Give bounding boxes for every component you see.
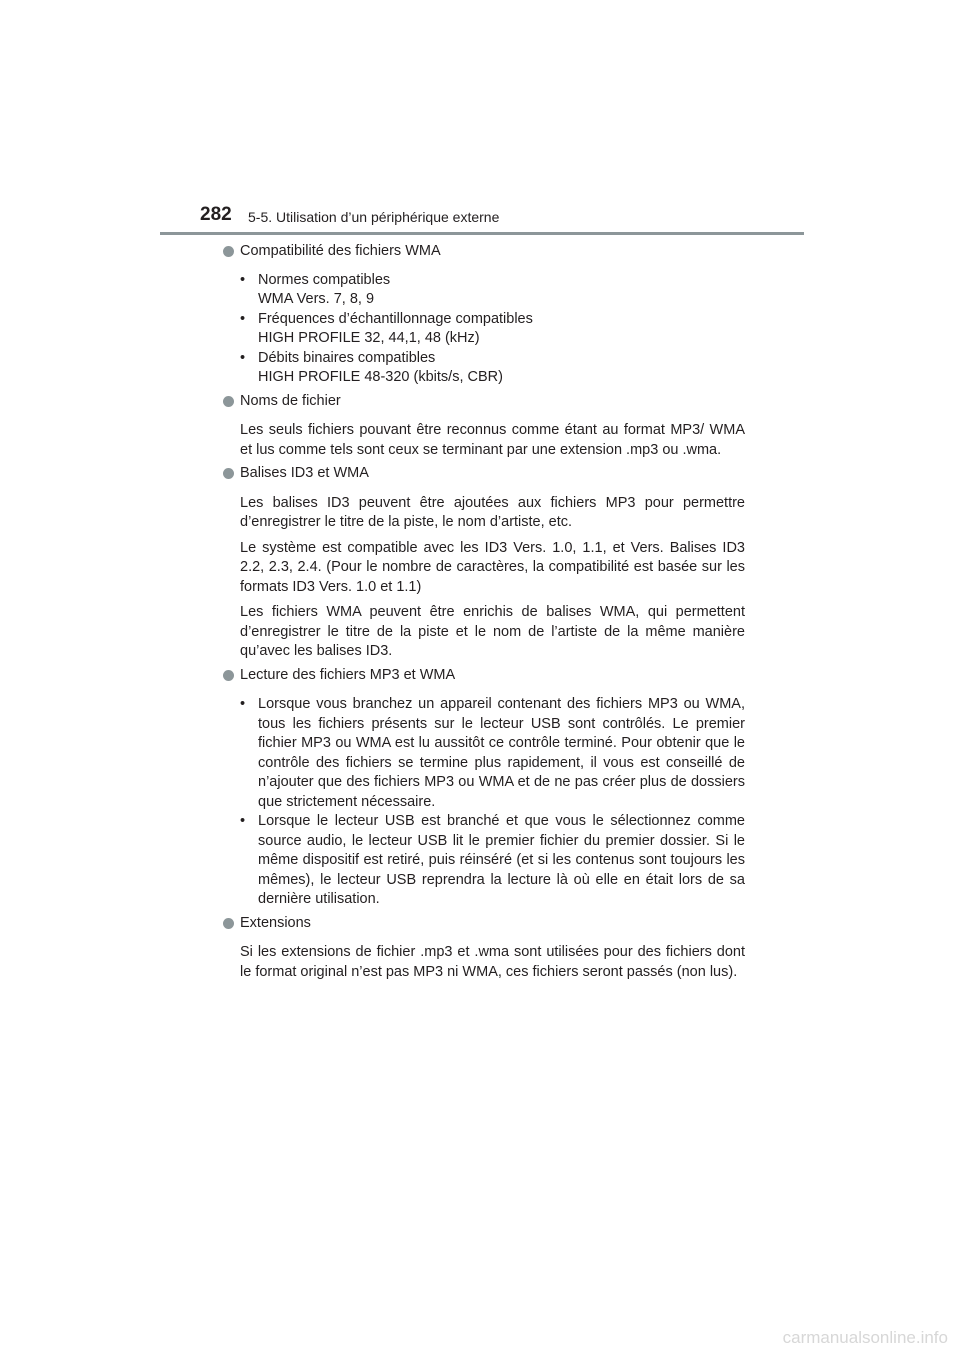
spec-label: Normes compatibles	[258, 271, 391, 288]
bullet-dot-icon: •	[240, 310, 246, 327]
section-heading-text: Extensions	[240, 914, 311, 931]
section-heading-text: Balises ID3 et WMA	[240, 465, 369, 481]
list-item	[240, 310, 745, 349]
paragraph: Les balises ID3 peuvent être ajoutées aux fichiers MP3 pour permettre d’enregistrer le titre de la piste, le nom d’artiste, etc.	[240, 494, 745, 530]
spec-value: HIGH PROFILE 32, 44,1, 48 (kHz)	[258, 330, 480, 346]
spec-value: WMA Vers. 7, 8, 9	[258, 291, 375, 307]
spec-label: Débits binaires compatibles	[258, 349, 436, 366]
section-wma-compatibility	[222, 242, 745, 388]
list-item-text: Lorsque vous branchez un appareil contenant des fichiers MP3 ou WMA, tous les fichiers présents sur le lecteur USB sont contrôlés. Le premier fichier MP3 ou WMA est lu aussitôt ce contrôle terminé. Pour obtenir que le contrôle des fichiers se termine plus rapidement, il vous est conseillé de n’ajouter que des fichiers MP3 ou WMA et de ne pas créer plus de dossiers que strictement nécessaire.	[258, 696, 745, 810]
paragraph: Le système est compatible avec les ID3 Vers. 1.0, 1.1, et Vers. Balises ID3 2.2, 2.3, 2.4. (Pour le nombre de caractères, la compatibilité est basée sur les formats ID3 Vers. 1.0 et 1.1)	[240, 539, 745, 595]
bullet-dot-icon: •	[240, 813, 246, 829]
spec-value: HIGH PROFILE 48-320 (kbits/s, CBR)	[258, 369, 503, 385]
page-number: 282	[200, 204, 232, 225]
bullet-circle-icon	[223, 670, 234, 681]
list-item	[240, 695, 745, 812]
paragraph: Les fichiers WMA peuvent être enrichis de balises WMA, qui permettent d’enregistrer le titre de la piste et le nom de l’artiste de la même manière qu’avec les balises ID3.	[240, 604, 745, 659]
list-item-text: Lorsque le lecteur USB est branché et que vous le sélectionnez comme source audio, le lecteur USB lit le premier fichier du premier dossier. Si le même dispositif est retiré, puis réinséré (et si les contenus sont toujours les mêmes), le lecteur USB reprendra la lecture là où elle en était lors de sa dernière utilisation.	[258, 813, 745, 907]
bullet-circle-icon	[223, 918, 234, 929]
section-heading-text: Lecture des fichiers MP3 et WMA	[240, 666, 456, 683]
bullet-circle-icon	[223, 468, 234, 479]
page-content	[222, 242, 745, 986]
bullet-dot-icon: •	[240, 349, 246, 366]
list-item	[240, 271, 745, 310]
bullet-circle-icon	[223, 246, 234, 257]
bullet-dot-icon: •	[240, 271, 246, 288]
list-item	[240, 349, 745, 388]
list-item	[240, 812, 745, 910]
spec-label: Fréquences d’échantillonnage compatibles	[258, 310, 533, 327]
paragraph: Les seuls fichiers pouvant être reconnus comme étant au format MP3/ WMA et lus comme tels sont ceux se terminant par une extension .mp3 ou .wma.	[240, 422, 745, 458]
bullet-dot-icon: •	[240, 696, 246, 712]
bullet-circle-icon	[223, 396, 234, 407]
section-heading	[222, 392, 745, 412]
playback-list	[240, 695, 745, 910]
section-heading	[222, 666, 745, 686]
section-title: 5-5. Utilisation d’un périphérique externe	[248, 209, 500, 225]
header-rule	[160, 232, 804, 235]
section-heading	[222, 464, 745, 484]
paragraph: Si les extensions de fichier .mp3 et .wma sont utilisées pour des fichiers dont le format original n’est pas MP3 ni WMA, ces fichiers seront passés (non lus).	[240, 944, 745, 980]
section-heading-text: Compatibilité des fichiers WMA	[240, 243, 441, 259]
section-heading-text: Noms de fichier	[240, 392, 341, 409]
section-heading	[222, 914, 745, 934]
page-header	[0, 0, 960, 240]
section-heading	[222, 242, 745, 262]
section-file-names	[222, 392, 745, 461]
section-id3-wma-tags	[222, 464, 745, 662]
watermark-text: carmanualsonline.info	[782, 1328, 948, 1347]
spec-list	[240, 271, 745, 388]
section-playback	[222, 666, 745, 910]
section-extensions	[222, 914, 745, 983]
